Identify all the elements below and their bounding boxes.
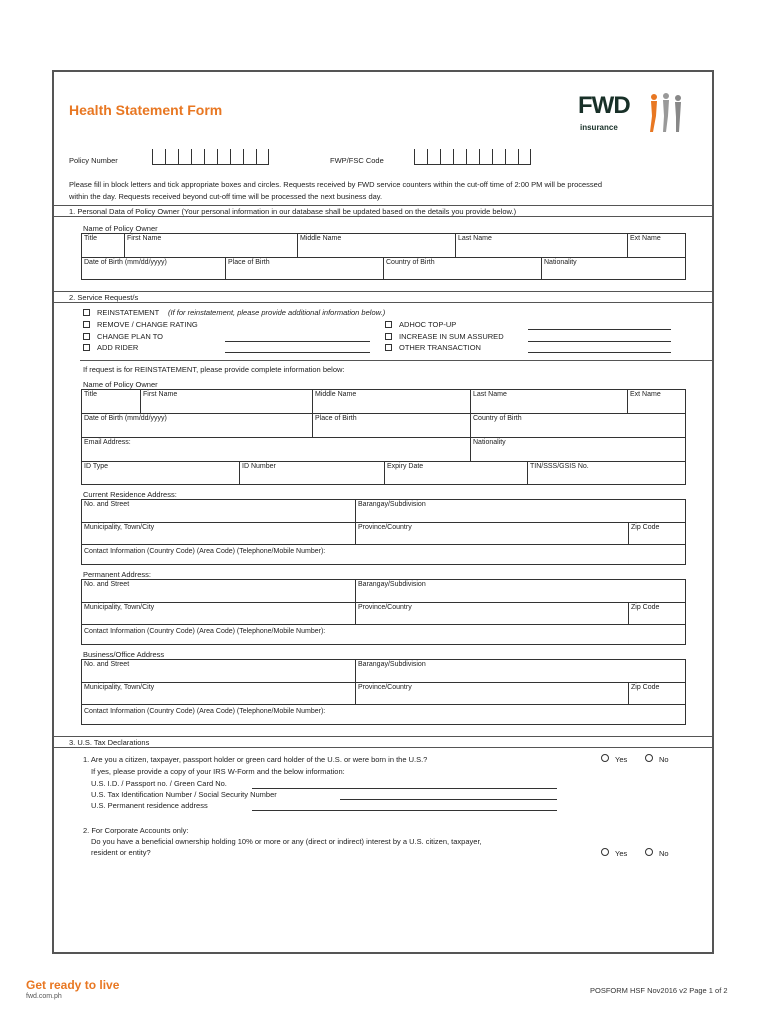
option-add-rider: ADD RIDER bbox=[97, 343, 139, 352]
addr-contact[interactable]: Contact Information (Country Code) (Area Code) (Telephone/Mobile Number): bbox=[84, 628, 326, 635]
r-cell-first-name[interactable]: First Name bbox=[140, 390, 179, 413]
cell-nationality[interactable]: Nationality bbox=[541, 258, 579, 280]
footer-tagline: Get ready to live bbox=[26, 978, 120, 992]
r-cell-middle-name[interactable]: Middle Name bbox=[312, 390, 358, 413]
addr-zip[interactable]: Zip Code bbox=[628, 683, 661, 704]
cell-dob[interactable]: Date of Birth (mm/dd/yyyy) bbox=[84, 259, 167, 266]
checkbox-increase-sum[interactable] bbox=[385, 333, 392, 340]
logo-text: FWD bbox=[578, 92, 630, 119]
q1-yes-radio[interactable] bbox=[601, 754, 609, 762]
section-divider bbox=[52, 736, 714, 737]
r-cell-tin[interactable]: TIN/SSS/GSIS No. bbox=[527, 462, 591, 485]
add-rider-line[interactable] bbox=[225, 352, 370, 353]
addr-municipality[interactable]: Municipality, Town/City bbox=[84, 684, 155, 691]
q2-no-label: No bbox=[659, 849, 669, 858]
r-cell-ext-name[interactable]: Ext Name bbox=[627, 390, 663, 413]
reinstatement-note: (If for reinstatement, please provide additional information below.) bbox=[168, 308, 386, 317]
addr-province[interactable]: Province/Country bbox=[355, 523, 414, 544]
cell-middle-name[interactable]: Middle Name bbox=[297, 234, 343, 257]
current-address-label: Current Residence Address: bbox=[83, 490, 177, 499]
checkbox-reinstatement[interactable] bbox=[83, 309, 90, 316]
cell-ext-name[interactable]: Ext Name bbox=[627, 234, 663, 257]
fwp-code-label: FWP/FSC Code bbox=[330, 156, 384, 165]
adhoc-topup-line[interactable] bbox=[528, 329, 671, 330]
cell-place-of-birth[interactable]: Place of Birth bbox=[225, 258, 272, 280]
addr-street[interactable]: No. and Street bbox=[84, 661, 130, 668]
option-other-transaction: OTHER TRANSACTION bbox=[399, 343, 481, 352]
addr-province[interactable]: Province/Country bbox=[355, 683, 414, 704]
section1-grid bbox=[81, 233, 686, 280]
addr-zip[interactable]: Zip Code bbox=[628, 523, 661, 544]
r-cell-nationality[interactable]: Nationality bbox=[470, 438, 508, 461]
checkbox-adhoc-topup[interactable] bbox=[385, 321, 392, 328]
us-tin-label: U.S. Tax Identification Number / Social Security Number bbox=[91, 790, 277, 799]
instructions-line-2: within the day. Requests received beyond cut-off time will be processed the next business day. bbox=[69, 192, 383, 201]
section1-heading: 1. Personal Data of Policy Owner (Your personal information in our database shall be updated based on the details you provide below.) bbox=[69, 207, 517, 216]
section-divider bbox=[52, 216, 714, 217]
q1-no-radio[interactable] bbox=[645, 754, 653, 762]
business-address-label: Business/Office Address bbox=[83, 650, 165, 659]
r-cell-title[interactable]: Title bbox=[84, 391, 97, 398]
policy-number-boxes[interactable] bbox=[152, 149, 269, 166]
r-cell-country-of-birth[interactable]: Country of Birth bbox=[470, 414, 524, 437]
permanent-address-label: Permanent Address: bbox=[83, 570, 151, 579]
us-id-line[interactable] bbox=[252, 788, 557, 789]
cell-title[interactable]: Title bbox=[84, 235, 97, 242]
reinstatement-grid bbox=[81, 389, 686, 485]
option-adhoc-topup: ADHOC TOP-UP bbox=[399, 320, 457, 329]
addr-zip[interactable]: Zip Code bbox=[628, 603, 661, 624]
r-cell-id-number[interactable]: ID Number bbox=[239, 462, 278, 485]
addr-contact[interactable]: Contact Information (Country Code) (Area Code) (Telephone/Mobile Number): bbox=[84, 548, 326, 555]
addr-street[interactable]: No. and Street bbox=[84, 581, 130, 588]
checkbox-remove-change-rating[interactable] bbox=[83, 321, 90, 328]
section2-heading: 2. Service Request/s bbox=[69, 293, 139, 302]
tax-question-1-sub: If yes, please provide a copy of your IRS W-Form and the below information: bbox=[91, 767, 345, 776]
tax-question-2: 2. For Corporate Accounts only: bbox=[83, 826, 189, 835]
section1-name-label: Name of Policy Owner bbox=[83, 224, 158, 233]
checkbox-change-plan[interactable] bbox=[83, 333, 90, 340]
q2-yes-label: Yes bbox=[615, 849, 628, 858]
permanent-address-grid bbox=[81, 579, 686, 645]
increase-sum-line[interactable] bbox=[528, 341, 671, 342]
section-divider bbox=[52, 205, 714, 206]
addr-barangay[interactable]: Barangay/Subdivision bbox=[355, 500, 428, 522]
r-cell-expiry-date[interactable]: Expiry Date bbox=[384, 462, 425, 485]
r-cell-dob[interactable]: Date of Birth (mm/dd/yyyy) bbox=[84, 415, 167, 422]
change-plan-line[interactable] bbox=[225, 341, 370, 342]
runners-icon bbox=[644, 92, 688, 136]
addr-street[interactable]: No. and Street bbox=[84, 501, 130, 508]
form-code: POSFORM HSF Nov2016 v2 Page 1 of 2 bbox=[590, 986, 728, 995]
section3-heading: 3. U.S. Tax Declarations bbox=[69, 738, 150, 747]
section-divider bbox=[52, 747, 714, 748]
r-cell-place-of-birth[interactable]: Place of Birth bbox=[312, 414, 359, 437]
q2-no-radio[interactable] bbox=[645, 848, 653, 856]
form-title: Health Statement Form bbox=[69, 102, 223, 118]
policy-number-label: Policy Number bbox=[69, 156, 118, 165]
section-divider bbox=[52, 291, 714, 292]
q1-yes-label: Yes bbox=[615, 755, 628, 764]
reinstatement-intro: If request is for REINSTATEMENT, please provide complete information below: bbox=[83, 365, 345, 374]
instructions-line-1: Please fill in block letters and tick appropriate boxes and circles. Requests received by FWD service counters within the cut-off time of 2:00 PM will be processed bbox=[69, 180, 603, 189]
current-address-grid bbox=[81, 499, 686, 565]
business-address-grid bbox=[81, 659, 686, 725]
footer-url[interactable]: fwd.com.ph bbox=[26, 993, 62, 1000]
addr-barangay[interactable]: Barangay/Subdivision bbox=[355, 660, 428, 682]
checkbox-other-transaction[interactable] bbox=[385, 344, 392, 351]
section-divider bbox=[52, 302, 714, 303]
addr-municipality[interactable]: Municipality, Town/City bbox=[84, 524, 155, 531]
option-change-plan: CHANGE PLAN TO bbox=[97, 332, 163, 341]
cell-last-name[interactable]: Last Name bbox=[455, 234, 494, 257]
us-id-label: U.S. I.D. / Passport no. / Green Card No. bbox=[91, 779, 227, 788]
addr-municipality[interactable]: Municipality, Town/City bbox=[84, 604, 155, 611]
logo-sub: insurance bbox=[580, 123, 618, 132]
cell-country-of-birth[interactable]: Country of Birth bbox=[383, 258, 437, 280]
us-address-line[interactable] bbox=[252, 810, 557, 811]
q2-yes-radio[interactable] bbox=[601, 848, 609, 856]
tax-question-2-line-2: resident or entity? bbox=[91, 848, 151, 857]
option-increase-sum: INCREASE IN SUM ASSURED bbox=[399, 332, 504, 341]
tax-question-1: 1. Are you a citizen, taxpayer, passport holder or green card holder of the U.S. or were born in the U.S.? bbox=[83, 755, 428, 764]
addr-province[interactable]: Province/Country bbox=[355, 603, 414, 624]
section-divider bbox=[80, 360, 714, 361]
addr-contact[interactable]: Contact Information (Country Code) (Area Code) (Telephone/Mobile Number): bbox=[84, 708, 326, 715]
fwp-code-boxes[interactable] bbox=[414, 149, 531, 166]
addr-barangay[interactable]: Barangay/Subdivision bbox=[355, 580, 428, 602]
section2-name-label: Name of Policy Owner bbox=[83, 380, 158, 389]
tax-question-2-line-1: Do you have a beneficial ownership holding 10% or more or any (direct or indirect) interest by a U.S. citizen, taxpayer, bbox=[91, 837, 482, 846]
option-reinstatement: REINSTATEMENT bbox=[97, 308, 160, 317]
cell-first-name[interactable]: First Name bbox=[124, 234, 163, 257]
r-cell-id-type[interactable]: ID Type bbox=[84, 463, 108, 470]
r-cell-last-name[interactable]: Last Name bbox=[470, 390, 509, 413]
option-remove-change-rating: REMOVE / CHANGE RATING bbox=[97, 320, 198, 329]
r-cell-email[interactable]: Email Address: bbox=[84, 439, 131, 446]
other-transaction-line[interactable] bbox=[528, 352, 671, 353]
fwd-logo bbox=[578, 92, 688, 138]
us-address-label: U.S. Permanent residence address bbox=[91, 801, 208, 810]
checkbox-add-rider[interactable] bbox=[83, 344, 90, 351]
q1-no-label: No bbox=[659, 755, 669, 764]
us-tin-line[interactable] bbox=[340, 799, 557, 800]
